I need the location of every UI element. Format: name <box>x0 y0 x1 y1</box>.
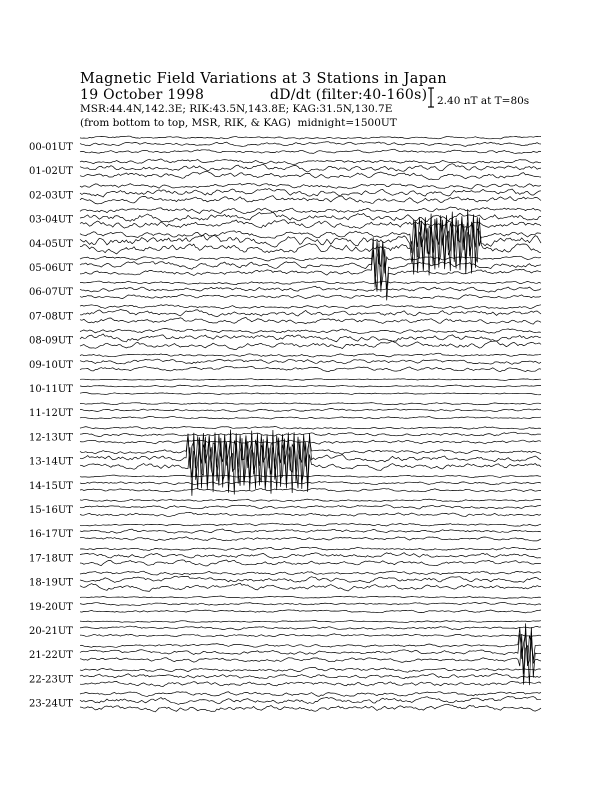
trace-msr <box>80 317 541 324</box>
trace-kag <box>80 215 541 253</box>
trace-rik <box>80 359 541 364</box>
trace-rik <box>80 603 541 606</box>
hour-row-label: 09-10UT <box>29 359 73 371</box>
trace-msr <box>80 294 541 299</box>
hour-row-label: 05-06UT <box>29 263 73 274</box>
trace-msr <box>80 341 541 350</box>
trace-msr <box>80 171 541 179</box>
hour-row-label: 07-08UT <box>29 311 73 323</box>
hour-row-label: 00-01UT <box>29 142 73 153</box>
trace-kag <box>80 305 541 309</box>
trace-rik <box>80 696 541 704</box>
hour-row-label: 18-19UT <box>29 577 73 589</box>
trace-msr <box>80 416 541 419</box>
trace-kag <box>80 403 541 405</box>
trace-rik <box>80 481 541 485</box>
hour-row-label: 17-18UT <box>29 553 73 565</box>
trace-kag <box>80 328 541 333</box>
hour-row-label: 16-17UT <box>29 529 73 541</box>
hour-row-label: 22-23UT <box>29 674 73 686</box>
trace-rik <box>80 626 541 630</box>
trace-msr <box>80 149 541 153</box>
hour-row-label: 15-16UT <box>29 505 73 516</box>
date-label: 19 October 1998 <box>80 87 205 103</box>
trace-rik <box>80 623 541 677</box>
hour-row-label: 01-02UT <box>29 166 73 178</box>
hour-row-label: 04-05UT <box>29 238 73 250</box>
trace-kag <box>80 475 541 477</box>
trace-rik <box>80 505 541 509</box>
hour-row-label: 14-15UT <box>29 480 73 492</box>
trace-msr <box>80 513 541 517</box>
figure-title: Magnetic Field Variations at 3 Stations in Japan <box>80 71 447 87</box>
trace-rik <box>80 189 541 198</box>
trace-kag <box>80 571 541 575</box>
hour-row-label: 19-20UT <box>29 601 73 613</box>
trace-group <box>80 136 541 712</box>
midnight-label: midnight=1500UT <box>297 117 397 129</box>
trace-kag <box>80 499 541 502</box>
trace-kag <box>80 692 541 697</box>
trace-kag <box>80 523 541 526</box>
scale-bar-label: 2.40 nT at T=80s <box>437 95 530 107</box>
hour-row-label: 20-21UT <box>29 626 73 637</box>
trace-rik <box>80 385 541 387</box>
hour-row-label: 02-03UT <box>29 190 73 202</box>
order-label: (from bottom to top, MSR, RIK, & KAG) <box>80 117 291 129</box>
trace-msr <box>80 560 541 566</box>
trace-rik <box>80 310 541 317</box>
trace-rik <box>80 142 541 147</box>
trace-msr <box>80 634 541 637</box>
trace-kag <box>80 207 541 214</box>
trace-kag <box>80 379 541 381</box>
trace-rik <box>80 673 541 678</box>
trace-kag <box>80 183 541 189</box>
trace-rik <box>80 212 541 222</box>
hour-row-label: 10-11UT <box>29 384 73 395</box>
trace-kag <box>80 159 541 164</box>
hour-row-label: 21-22UT <box>29 650 73 662</box>
component-label: dD/dt (filter:40-160s) <box>270 87 428 103</box>
trace-msr <box>80 704 541 712</box>
hour-row-label: 11-12UT <box>29 408 73 420</box>
trace-rik <box>80 334 541 342</box>
trace-msr <box>80 243 541 300</box>
trace-kag <box>80 547 541 550</box>
row-label-group <box>29 142 73 710</box>
trace-kag <box>80 620 541 622</box>
hour-row-label: 03-04UT <box>29 214 73 226</box>
trace-kag <box>80 427 541 430</box>
trace-msr <box>80 610 541 613</box>
trace-rik <box>80 432 541 436</box>
trace-kag <box>80 353 541 357</box>
trace-msr <box>80 196 541 204</box>
trace-msr <box>80 488 541 492</box>
trace-rik <box>80 576 541 583</box>
hour-row-label: 13-14UT <box>29 456 73 468</box>
stations-coordinates: MSR:44.4N,142.3E; RIK:43.5N,143.8E; KAG:31.5N,130.7E <box>80 103 393 115</box>
scale-bar <box>428 88 434 107</box>
trace-kag <box>80 668 541 673</box>
trace-rik <box>80 164 541 172</box>
trace-kag <box>80 281 541 285</box>
hour-row-label: 08-09UT <box>29 335 73 347</box>
trace-msr <box>80 537 541 541</box>
trace-msr <box>80 583 541 591</box>
trace-msr <box>80 393 541 395</box>
trace-rik <box>80 553 541 559</box>
trace-msr <box>80 366 541 371</box>
hour-row-label: 12-13UT <box>29 432 73 444</box>
trace-msr <box>80 681 541 686</box>
hour-row-label: 23-24UT <box>29 698 73 710</box>
trace-rik <box>80 529 541 533</box>
hour-row-label: 06-07UT <box>29 287 73 299</box>
trace-kag <box>80 596 541 599</box>
trace-kag <box>80 136 541 139</box>
trace-rik <box>80 286 541 292</box>
trace-rik <box>80 409 541 412</box>
